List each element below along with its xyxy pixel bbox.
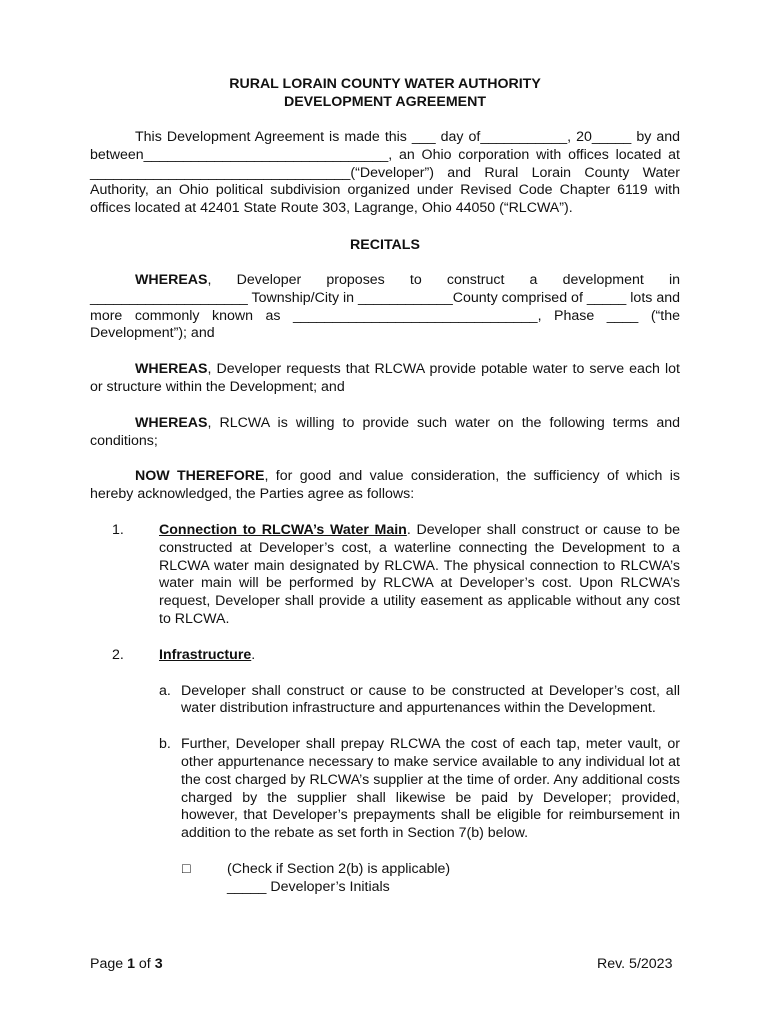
whereas-lead: WHEREAS — [135, 414, 208, 431]
section-2b — [90, 736, 680, 843]
whereas-text: , Developer proposes to construct a development in ____________________ Township/City in ____________County comprised of _____ lots and more commonly known as _______________________________, Phase ____ (“the Development”); and — [90, 271, 680, 342]
section-2-text: . — [251, 646, 256, 663]
whereas-paragraph-1 — [90, 272, 680, 343]
section-2b-text: Further, Developer shall prepay RLCWA the cost of each tap, meter vault, or other appurtenance necessary to make service available to any individual lot at the cost charged by RLCWA’s supplier at the time of order. Any additional costs charged by the supplier shall likewise be paid by Developer; provided, however, that Developer’s prepayments shall be eligible for reimbursement in addition to the rebate as set forth in Section 7(b) below. — [181, 736, 680, 842]
now-therefore-paragraph — [90, 468, 680, 504]
whereas-lead: WHEREAS — [135, 361, 208, 378]
subsection-letter: b. — [159, 736, 171, 753]
section-number: 2. — [112, 646, 124, 663]
page-label: Page — [90, 956, 128, 972]
document-body — [90, 75, 680, 897]
document-title-line-1: RURAL LORAIN COUNTY WATER AUTHORITY — [229, 76, 541, 92]
section-2a-text: Developer shall construct or cause to be constructed at Developer’s cost, all water distribution infrastructure and appurtenances within the Development. — [181, 682, 680, 717]
checkbox-icon[interactable]: □ — [182, 860, 191, 877]
page-of: of — [134, 956, 155, 972]
whereas-paragraph-2 — [90, 361, 680, 397]
now-therefore-text: , for good and value consideration, the sufficiency of which is hereby acknowledged, the Parties agree as follows: — [90, 468, 680, 503]
checkbox-label: (Check if Section 2(b) is applicable) — [227, 860, 451, 877]
section-2 — [90, 647, 680, 665]
developer-initials-line: _____ Developer’s Initials — [227, 878, 390, 895]
section-number: 1. — [112, 521, 124, 538]
section-1 — [90, 522, 680, 629]
whereas-paragraph-3 — [90, 415, 680, 451]
page-number — [90, 955, 163, 973]
recitals-heading: RECITALS — [350, 236, 420, 253]
now-therefore-lead: NOW THEREFORE — [135, 468, 265, 485]
section-1-heading: Connection to RLCWA’s Water Main — [159, 521, 407, 538]
intro-paragraph: This Development Agreement is made this ___ day of___________, 20_____ by and between_______________________________, an Ohio corporation with offices located at _________________________________(“Developer”) and Rural Lorain County Water Authority, an Ohio political subdivision organized under Revised Code Chapter 6119 with offices located at 42401 State Route 303, Lagrange, Ohio 44050 (“RLCWA”). — [90, 129, 680, 217]
section-1-text: . Developer shall construct or cause to be constructed at Developer’s cost, a waterline connecting the Development to a RLCWA water main designated by RLCWA. The physical connection to RLCWA’s water main will be performed by RLCWA at Developer’s cost. Upon RLCWA’s request, Developer shall provide a utility easement as applicable without any cost to RLCWA. — [159, 521, 680, 627]
section-2-paragraph — [159, 647, 680, 665]
section-2-heading: Infrastructure — [159, 646, 252, 663]
page-current: 1 — [127, 956, 135, 972]
whereas-lead: WHEREAS — [135, 271, 208, 288]
subsection-letter: a. — [159, 682, 171, 699]
section-2b-checkbox-row — [90, 861, 680, 897]
page-total: 3 — [154, 956, 163, 972]
revision-label: Rev. 5/2023 — [597, 956, 673, 972]
document-title-line-2: DEVELOPMENT AGREEMENT — [283, 94, 487, 110]
section-2a — [90, 683, 680, 719]
whereas-text: , Developer requests that RLCWA provide potable water to serve each lot or structure within the Development; and — [90, 361, 680, 395]
whereas-text: , RLCWA is willing to provide such water on the following terms and conditions; — [90, 414, 680, 449]
section-1-paragraph — [159, 522, 680, 629]
